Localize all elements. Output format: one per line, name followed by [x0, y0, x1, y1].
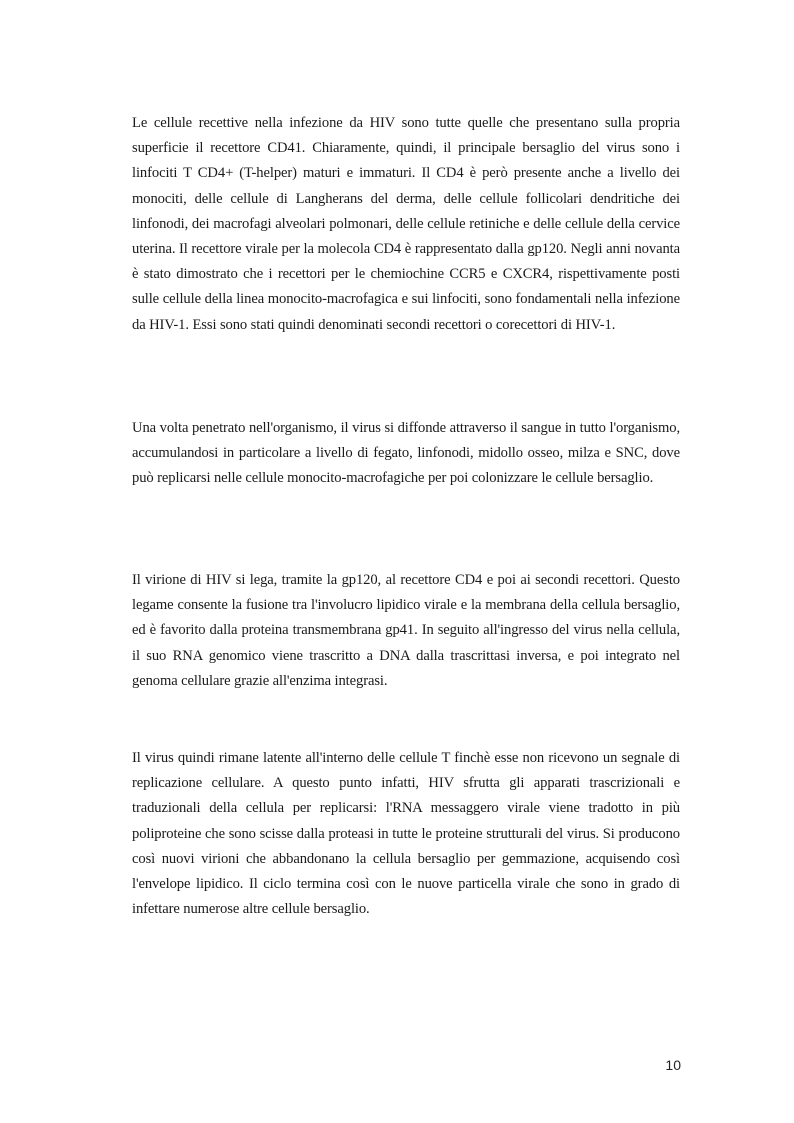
paragraph-virion-entry: Il virione di HIV si lega, tramite la gp120, al recettore CD4 e poi ai secondi recettori. Questo legame consente la fusione tra l'involucro lipidico virale e la membrana della cellula bersaglio, ed è favorito dalla proteina transmembrana gp41. In seguito all'ingresso del virus nella cellula, il suo RNA genomico viene trascritto a DNA dalla trascrittasi inversa, e poi integrato nel genoma cellulare grazie all'enzima integrasi. [132, 572, 680, 689]
page-number: 10 [665, 1057, 681, 1073]
paragraph-hiv-receptors: Le cellule recettive nella infezione da HIV sono tutte quelle che presentano sulla propria superficie il recettore CD41. Chiaramente, quindi, il principale bersaglio del virus sono i linfociti T CD4+ (T-helper) maturi e immaturi. Il CD4 è però presente anche a livello dei monociti, delle cellule di Langherans del derma, delle cellule follicolari dendritiche dei linfonodi, dei macrofagi alveolari polmonari, delle cellule retiniche e delle cellule della cervice uterina. Il recettore virale per la molecola CD4 è rappresentato dalla gp120. Negli anni novanta è stato dimostrato che i recettori per le chemiochine CCR5 e CXCR4, rispettivamente posti sulle cellule della linea monocito-macrofagica e sui linfociti, sono fondamentali nella infezione da HIV-1. Essi sono stati quindi denominati secondi recettori o corecettori di HIV-1. [132, 115, 680, 333]
paragraph-virus-spread: Una volta penetrato nell'organismo, il virus si diffonde attraverso il sangue in tutto l'organismo, accumulandosi in particolare a livello di fegato, linfonodi, midollo osseo, milza e SNC, dove può replicarsi nelle cellule monocito-macrofagiche per poi colonizzare le cellule bersaglio. [132, 420, 680, 487]
paragraph-replication: Il virus quindi rimane latente all'interno delle cellule T finchè esse non ricevono un segnale di replicazione cellulare. A questo punto infatti, HIV sfrutta gli apparati trascrizionali e traduzionali della cellula per replicarsi: l'RNA messaggero virale viene tradotto in più poliproteine che sono scisse dalla proteasi in tutte le proteine strutturali del virus. Si producono così nuovi virioni che abbandonano la cellula bersaglio per gemmazione, acquisendo così l'envelope lipidico. Il ciclo termina così con le nuove particella virale che sono in grado di infettare numerose altre cellule bersaglio. [132, 750, 680, 918]
